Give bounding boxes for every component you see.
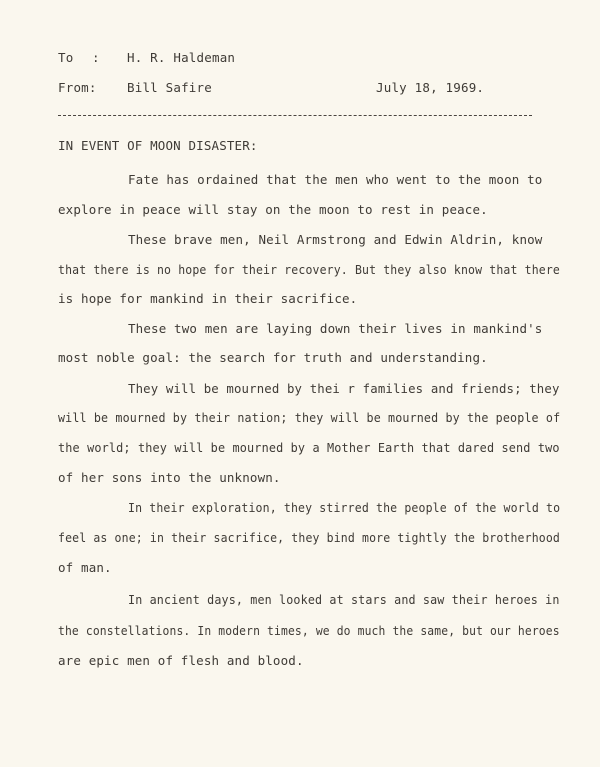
to-label: To (58, 50, 74, 65)
body-line: feel as one; in their sacrifice, they bind more tightly the brotherhood (58, 530, 560, 545)
body-line: most noble goal: the search for truth and understanding. (58, 350, 488, 365)
body-line: Fate has ordained that the men who went to the moon to (128, 172, 543, 187)
body-line: that there is no hope for their recovery. But they also know that there (58, 262, 560, 277)
dashed-divider (58, 115, 532, 116)
body-line: the world; they will be mourned by a Mother Earth that dared send two (58, 440, 560, 455)
to-name: H. R. Haldeman (127, 50, 236, 65)
from-label: From: (58, 80, 97, 95)
body-line: They will be mourned by thei r families and friends; they (128, 381, 560, 396)
body-line: the constellations. In modern times, we do much the same, but our heroes (58, 623, 560, 638)
body-line: These two men are laying down their lives in mankind's (128, 321, 543, 336)
to-colon: : (92, 50, 100, 65)
body-line: will be mourned by their nation; they will be mourned by the people of (58, 410, 561, 425)
body-line: In their exploration, they stirred the people of the world to (128, 500, 561, 515)
from-name: Bill Safire (127, 80, 212, 95)
body-line: of her sons into the unknown. (58, 470, 281, 485)
body-line: explore in peace will stay on the moon to rest in peace. (58, 202, 488, 217)
body-line: These brave men, Neil Armstrong and Edwin Aldrin, know (128, 232, 543, 247)
body-line: In ancient days, men looked at stars and saw their heroes in (128, 592, 560, 607)
heading: IN EVENT OF MOON DISASTER: (58, 138, 258, 153)
memo-date: July 18, 1969. (376, 80, 485, 95)
body-line: are epic men of flesh and blood. (58, 653, 304, 668)
body-line: is hope for mankind in their sacrifice. (58, 291, 358, 306)
body-line: of man. (58, 560, 112, 575)
